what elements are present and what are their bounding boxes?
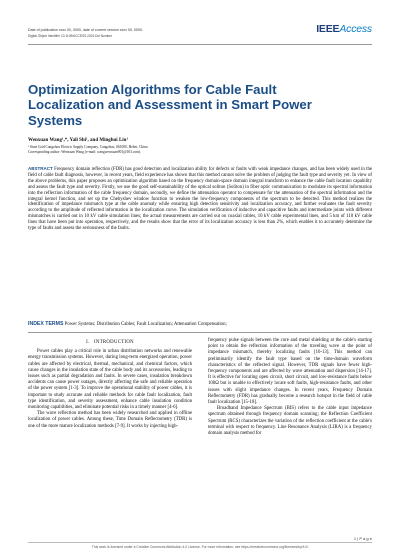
index-terms-text: Power Systems; Distribution Cables; Fault Localization; Attenuation Compensation; <box>64 322 227 327</box>
license-footer: This work is licensed under a Creative Commons Attribution 4.0 License. For more information, see https://creativecommons.org/licenses/by/4.0/ <box>91 545 309 549</box>
doi-line: Digital Object Identifier 10.1109/ACCESS.2024.Doi Number <box>28 33 113 38</box>
abstract-text: Frequency domain reflection (FDR) has good detection and localization ability for defects or faults with weak impedance changes, and has been widely used in the field of cable fault diagnosis, however, in recent years, field experience has shown that this method cannot solve the problem of judging the fault type and severity yet. In view of the above problems, this paper proposes an optimization algorithm based on the frequency domain-space domain integral transform to enhance the cable fault location capability and assess the fault type and severity. Firstly, we use the good self-sustainability of the optical soliton (Soliton) in fiber optic communication to modulate its spectral information into the reflection information of the cable frequency domain, secondly, we define the attenuation operator to compensate for the attenuation of the spectral information and the integral kernel function, and set up the Chebyshev window function to weaken the low-frequency components of the spectrum to be detected. This method realizes the identification of impedance mismatch type at the cable anomaly while ensuring high detection sensitivity and localization accuracy, and further evaluates the fault severity according to the amplitude of reflected information in the localization curve. The simulation verification of inductive and capacitive faults and intermediate joints with different mismatches is carried out in 10 kV cable simulation lines; the actual measurements are carried out on coaxial cables, 10 kV cable experimental lines, and 5 km of 110 kV cable lines that have been put into operation, respectively, and the results show that the error of its localization accuracy is less than 2%, which enables it to accurately determine the type of faults and assess the seriousness of the faults. <box>28 167 372 232</box>
left-column <box>28 338 192 430</box>
section-divider <box>28 332 372 333</box>
index-terms <box>28 322 372 328</box>
corresponding-author: Corresponding author: Wenxuan Wang (e-mail: wangwenxuan901@163.com). <box>28 149 142 154</box>
paragraph: The wave reflection method has been widely researched and applied in offline localization of power cables. Among these, Time Domain Reflectometry (TDR) is one of the more mature localization methods [7-9]. It works by injecting high- <box>28 411 192 429</box>
header-rule <box>28 44 372 45</box>
abstract-label: ABSTRACT <box>28 166 53 171</box>
paragraph: frequency pulse signals between the core and metal shielding at the cable's starting point to obtain the reflection information of the traveling wave at the point of impedance mismatch, thereby localizing faults [10-13]. This method can preliminarily identify the fault type based on the time-domain waveform characteristics of the reflected signal. However, TDR signals have fewer high-frequency components and are affected by wave attenuation and dispersion [14-17]. It is effective for locating open circuit, short circuit, and low-resistance faults below 100Ω but is unable to effectively locate soft faults, high-resistance faults, and other issues with slight impedance changes. In recent years, Frequency Domain Reflectometry (FDR) has gradually become a research hotspot in the field of cable fault localization [15-18]. <box>208 338 372 406</box>
publication-dates: Date of publication xxxx 00, 0000, date of current version xxxx 00, 0000. <box>28 28 143 32</box>
publication-meta <box>28 28 278 38</box>
ieee-access-logo <box>316 23 372 35</box>
paragraph: Power cables play a critical role in urban distribution networks and renewable energy transmission systems. However, during long-term energized operation, power cables are affected by electrical, thermal, mechanical, and chemical factors, which cause changes in the insulation state of the cable body and its accessories, leading to issues such as partial degradation and faults. In severe cases, insulation breakdown accidents can cause power outages, directly affecting the safe and reliable operation of the power system [1-3]. To improve the operational stability of power cables, it is important to study accurate and reliable methods for cable fault localization, fault type identification, and severity assessment, enhance cable insulation condition monitoring capabilities, and eliminate potential risks in a timely manner [4-6]. <box>28 349 192 411</box>
right-column <box>208 338 372 437</box>
page-number: 1 | P a g e <box>353 536 372 541</box>
section-number: I. <box>86 340 90 345</box>
abstract <box>28 166 372 232</box>
footer-rule <box>28 542 372 543</box>
index-terms-label: INDEX TERMS <box>28 321 64 327</box>
logo-ieee: IEEE <box>316 23 340 35</box>
affiliations <box>28 145 328 154</box>
paper-title: Optimization Algorithms for Cable Fault Localization and Assessment in Smart Power Systems <box>28 82 312 128</box>
logo-access: Access <box>339 23 372 35</box>
author-list: Wenxuan Wang¹,*, Yali Shi¹, and Minghui Liu¹ <box>28 138 128 143</box>
section-heading <box>28 340 192 346</box>
section-title: INTRODUCTION <box>94 340 134 345</box>
paragraph: Broadband Impedance Spectrum (BIS) refers to the cable input impedance spectrum obtained through frequency domain scanning; the Reflection Coefficient Spectrum (RCS) characterizes the variation of the reflection coefficient at the cable's terminal with respect to frequency. Line Resonance Analysis (LIRA) is a frequency domain analysis method for <box>208 406 372 437</box>
affiliation-line: ¹ State Grid Cangzhou Electric Supply Company, Cangzhou, 061000, Hebei, China <box>28 145 148 149</box>
